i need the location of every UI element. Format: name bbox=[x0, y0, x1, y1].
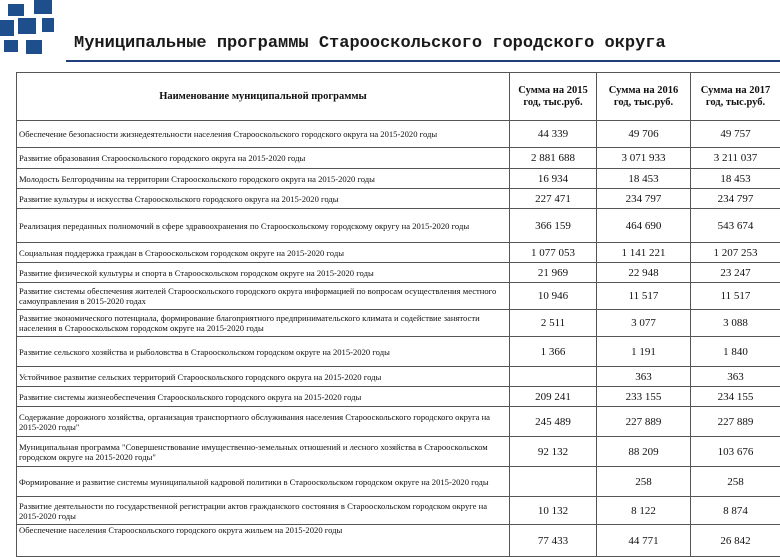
amount-2015: 21 969 bbox=[510, 263, 597, 283]
header-name: Наименование муниципальной программы bbox=[17, 73, 510, 121]
amount-2016: 44 771 bbox=[597, 525, 691, 557]
program-name: Развитие экономического потенциала, формирование благоприятного предпринимательского климата и содействие занятости населения в Старооскольском городском округе на 2015-2020 годы bbox=[17, 310, 510, 337]
table-row bbox=[17, 337, 780, 367]
amount-2017: 103 676 bbox=[691, 437, 780, 467]
program-name: Социальная поддержка граждан в Старооскольском городском округе на 2015-2020 годы bbox=[17, 243, 510, 263]
amount-2016: 49 706 bbox=[597, 121, 691, 148]
table-row bbox=[17, 467, 780, 497]
amount-2016: 3 071 933 bbox=[597, 148, 691, 169]
amount-2017: 1 207 253 bbox=[691, 243, 780, 263]
amount-2017: 363 bbox=[691, 367, 780, 387]
amount-2016: 1 191 bbox=[597, 337, 691, 367]
amount-2015: 1 366 bbox=[510, 337, 597, 367]
amount-2015: 16 934 bbox=[510, 169, 597, 189]
amount-2015 bbox=[510, 367, 597, 387]
amount-2016: 233 155 bbox=[597, 387, 691, 407]
amount-2016: 258 bbox=[597, 467, 691, 497]
program-name: Содержание дорожного хозяйства, организация транспортного обслуживания населения Старооскольского городского округа на 2015-2020 годы" bbox=[17, 407, 510, 437]
amount-2017: 1 840 bbox=[691, 337, 780, 367]
amount-2016: 234 797 bbox=[597, 189, 691, 209]
program-name: Формирование и развитие системы муниципальной кадровой политики в Старооскольском городском округе на 2015-2020 годы bbox=[17, 467, 510, 497]
table-row bbox=[17, 367, 780, 387]
table-row bbox=[17, 263, 780, 283]
amount-2015: 92 132 bbox=[510, 437, 597, 467]
program-name: Развитие системы жизнеобеспечения Старооскольского городского округа на 2015-2020 годы bbox=[17, 387, 510, 407]
table-row bbox=[17, 497, 780, 525]
amount-2017: 23 247 bbox=[691, 263, 780, 283]
program-name: Развитие системы обеспечения жителей Старооскольского городского округа информацией по вопросам осуществления местного самоуправления в 2015-2020 годах bbox=[17, 283, 510, 310]
header-2015: Сумма на 2015 год, тыс.руб. bbox=[510, 73, 597, 121]
amount-2015: 209 241 bbox=[510, 387, 597, 407]
amount-2017: 234 797 bbox=[691, 189, 780, 209]
amount-2016: 363 bbox=[597, 367, 691, 387]
slide-decoration bbox=[0, 0, 80, 60]
amount-2015: 245 489 bbox=[510, 407, 597, 437]
amount-2017: 26 842 bbox=[691, 525, 780, 557]
amount-2016: 464 690 bbox=[597, 209, 691, 243]
table-row bbox=[17, 387, 780, 407]
amount-2015: 2 511 bbox=[510, 310, 597, 337]
amount-2015: 10 946 bbox=[510, 283, 597, 310]
table-row bbox=[17, 148, 780, 169]
program-name: Развитие деятельности по государственной регистрации актов гражданского состояния в Старооскольском городском округе на 2015-2020 годы bbox=[17, 497, 510, 525]
amount-2017: 258 bbox=[691, 467, 780, 497]
amount-2015: 77 433 bbox=[510, 525, 597, 557]
amount-2017: 543 674 bbox=[691, 209, 780, 243]
table-row bbox=[17, 407, 780, 437]
amount-2017: 3 211 037 bbox=[691, 148, 780, 169]
header-2017: Сумма на 2017 год, тыс.руб. bbox=[691, 73, 780, 121]
amount-2015: 2 881 688 bbox=[510, 148, 597, 169]
amount-2015: 1 077 053 bbox=[510, 243, 597, 263]
amount-2017: 49 757 bbox=[691, 121, 780, 148]
table-row bbox=[17, 189, 780, 209]
program-name: Устойчивое развитие сельских территорий Старооскольского городского округа на 2015-2020 годы bbox=[17, 367, 510, 387]
program-name: Обеспечение безопасности жизнедеятельности населения Старооскольского городского округа на 2015-2020 годы bbox=[17, 121, 510, 148]
page-title: Муниципальные программы Старооскольского городского округа bbox=[74, 34, 666, 53]
table-row bbox=[17, 243, 780, 263]
table-row bbox=[17, 169, 780, 189]
table-row bbox=[17, 283, 780, 310]
amount-2016: 11 517 bbox=[597, 283, 691, 310]
table-row bbox=[17, 121, 780, 148]
amount-2016: 22 948 bbox=[597, 263, 691, 283]
program-name: Развитие культуры и искусства Старооскольского городского округа на 2015-2020 годы bbox=[17, 189, 510, 209]
programs-table bbox=[16, 72, 780, 557]
amount-2016: 88 209 bbox=[597, 437, 691, 467]
table-row bbox=[17, 310, 780, 337]
amount-2017: 3 088 bbox=[691, 310, 780, 337]
amount-2015: 44 339 bbox=[510, 121, 597, 148]
title-underline bbox=[66, 60, 780, 62]
table-row bbox=[17, 209, 780, 243]
program-name: Обеспечение населения Старооскольского городского округа жильем на 2015-2020 годы bbox=[17, 525, 510, 557]
amount-2017: 18 453 bbox=[691, 169, 780, 189]
amount-2017: 227 889 bbox=[691, 407, 780, 437]
amount-2015: 10 132 bbox=[510, 497, 597, 525]
program-name: Развитие физической культуры и спорта в Старооскольском городском округе на 2015-2020 годы bbox=[17, 263, 510, 283]
amount-2017: 234 155 bbox=[691, 387, 780, 407]
amount-2016: 8 122 bbox=[597, 497, 691, 525]
program-name: Муниципальная программа "Совершенствование имущественно-земельных отношений и лесного хозяйства в Старооскольском городском округе на 2015-2020 годы" bbox=[17, 437, 510, 467]
amount-2016: 227 889 bbox=[597, 407, 691, 437]
amount-2015: 227 471 bbox=[510, 189, 597, 209]
table-row bbox=[17, 525, 780, 557]
amount-2015: 366 159 bbox=[510, 209, 597, 243]
program-name: Развитие образования Старооскольского городского округа на 2015-2020 годы bbox=[17, 148, 510, 169]
program-name: Реализация переданных полномочий в сфере здравоохранения по Старооскольскому городскому округу на 2015-2020 годы bbox=[17, 209, 510, 243]
program-name: Молодость Белгородчины на территории Старооскольского городского округа на 2015-2020 годы bbox=[17, 169, 510, 189]
amount-2016: 18 453 bbox=[597, 169, 691, 189]
header-2016: Сумма на 2016 год, тыс.руб. bbox=[597, 73, 691, 121]
program-name: Развитие сельского хозяйства и рыболовства в Старооскольском городском округе на 2015-2020 годы bbox=[17, 337, 510, 367]
header-row bbox=[17, 73, 780, 121]
table-row bbox=[17, 437, 780, 467]
amount-2015 bbox=[510, 467, 597, 497]
amount-2016: 1 141 221 bbox=[597, 243, 691, 263]
amount-2017: 11 517 bbox=[691, 283, 780, 310]
amount-2016: 3 077 bbox=[597, 310, 691, 337]
amount-2017: 8 874 bbox=[691, 497, 780, 525]
